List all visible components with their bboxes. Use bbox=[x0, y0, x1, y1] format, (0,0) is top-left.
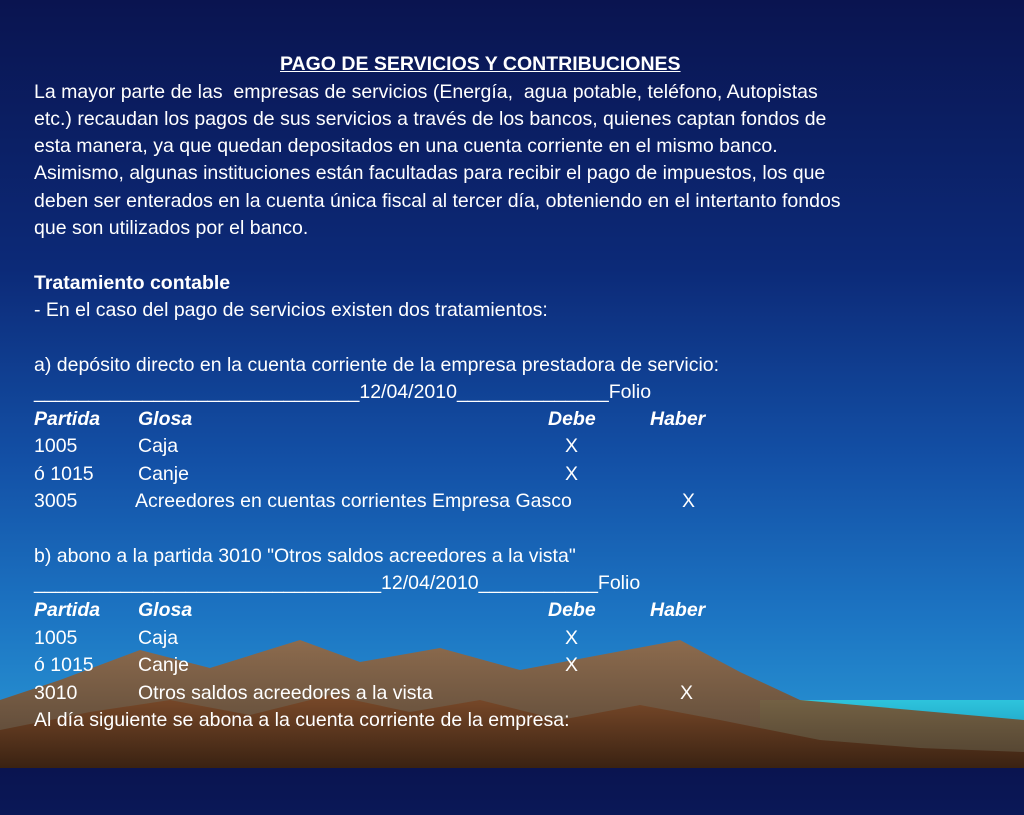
col-glosa: Glosa bbox=[138, 408, 193, 430]
intro-line: La mayor parte de las empresas de servicios (Energía, agua potable, teléfono, Autopistas bbox=[34, 81, 818, 103]
case-b-column-header bbox=[34, 597, 706, 624]
row-partida: 3010 bbox=[34, 682, 78, 704]
case-b-heading: b) abono a la partida 3010 "Otros saldos acreedores a la vista" bbox=[34, 545, 576, 567]
row-glosa: Canje bbox=[138, 463, 189, 485]
row-partida: 1005 bbox=[34, 627, 78, 649]
row-glosa: Canje bbox=[138, 654, 189, 676]
row-debe-mark: X bbox=[565, 654, 579, 676]
col-partida: Partida bbox=[34, 599, 101, 621]
row-haber-mark: X bbox=[680, 682, 694, 704]
intro-line: esta manera, ya que quedan depositados en una cuenta corriente en el mismo banco. bbox=[34, 135, 778, 157]
col-debe: Debe bbox=[548, 408, 596, 430]
col-debe: Debe bbox=[548, 599, 596, 621]
case-b-separator: ________________________________12/04/2010___________Folio bbox=[34, 572, 641, 594]
row-debe-mark: X bbox=[565, 463, 579, 485]
col-glosa: Glosa bbox=[138, 599, 193, 621]
row-glosa: Caja bbox=[138, 435, 179, 457]
row-partida: ó 1015 bbox=[34, 654, 94, 676]
intro-line: etc.) recaudan los pagos de sus servicios a través de los bancos, quienes captan fondos de bbox=[34, 108, 827, 130]
case-a-column-header bbox=[34, 406, 706, 433]
intro-line: que son utilizados por el banco. bbox=[34, 217, 309, 239]
row-glosa: Acreedores en cuentas corrientes Empresa Gasco bbox=[135, 490, 572, 512]
col-partida: Partida bbox=[34, 408, 101, 430]
slide-title: PAGO DE SERVICIOS Y CONTRIBUCIONES bbox=[280, 53, 681, 75]
row-haber-mark: X bbox=[682, 490, 696, 512]
case-a-row bbox=[34, 433, 579, 460]
case-b-row bbox=[34, 652, 579, 679]
case-b-row bbox=[34, 625, 579, 652]
case-a-heading: a) depósito directo en la cuenta corriente de la empresa prestadora de servicio: bbox=[34, 354, 720, 376]
intro-line: deben ser enterados en la cuenta única fiscal al tercer día, obteniendo en el intertanto fondos bbox=[34, 190, 841, 212]
case-a-row bbox=[34, 488, 696, 515]
row-glosa: Caja bbox=[138, 627, 179, 649]
tratamiento-intro: - En el caso del pago de servicios existen dos tratamientos: bbox=[34, 299, 548, 321]
row-debe-mark: X bbox=[565, 627, 579, 649]
case-a-separator: ______________________________12/04/2010______________Folio bbox=[34, 381, 652, 403]
row-partida: ó 1015 bbox=[34, 463, 94, 485]
col-haber: Haber bbox=[650, 408, 706, 430]
row-debe-mark: X bbox=[565, 435, 579, 457]
intro-line: Asimismo, algunas instituciones están facultadas para recibir el pago de impuestos, los que bbox=[34, 162, 826, 184]
row-partida: 1005 bbox=[34, 435, 78, 457]
row-partida: 3005 bbox=[34, 490, 78, 512]
col-haber: Haber bbox=[650, 599, 706, 621]
case-b-row bbox=[34, 680, 694, 707]
tratamiento-heading: Tratamiento contable bbox=[34, 272, 231, 294]
closing-line: Al día siguiente se abona a la cuenta corriente de la empresa: bbox=[34, 709, 570, 731]
case-a-row bbox=[34, 461, 579, 488]
row-glosa: Otros saldos acreedores a la vista bbox=[138, 682, 433, 704]
